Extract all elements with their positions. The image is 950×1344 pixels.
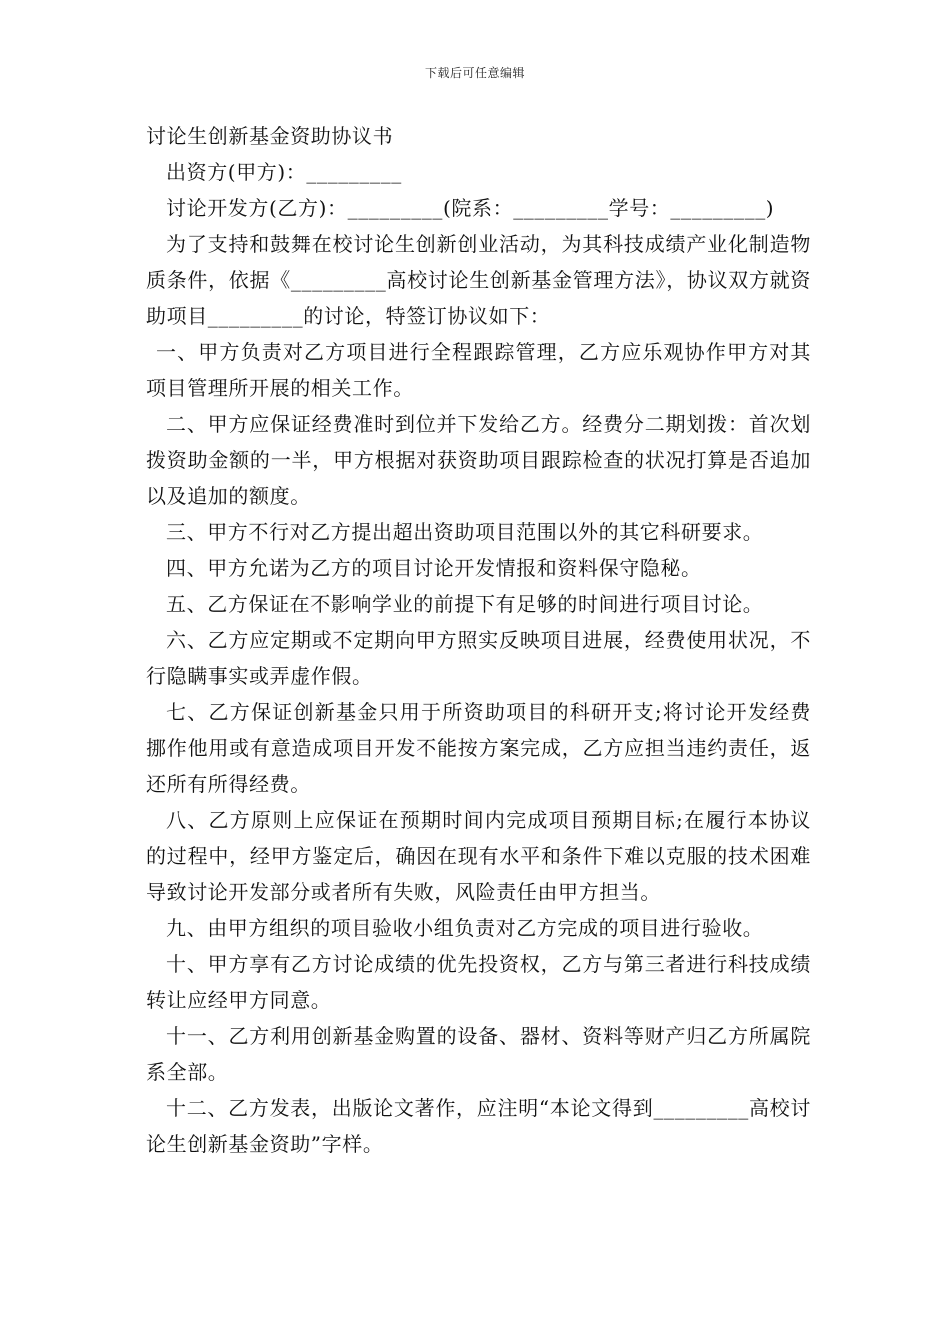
clause-6: 六、乙方应定期或不定期向甲方照实反映项目进展，经费使用状况，不行隐瞒事实或弄虚作假。 [146,628,811,688]
clause-3: 三、甲方不行对乙方提出超出资助项目范围以外的其它科研要求。 [166,520,764,544]
clause-1: 一、甲方负责对乙方项目进行全程跟踪管理，乙方应乐观协作甲方对其项目管理所开展的相关工作。 [146,340,811,400]
page-header: 下载后可任意编辑 [424,66,525,80]
clause-7: 七、乙方保证创新基金只用于所资助项目的科研开支;将讨论开发经费挪作他用或有意造成项目开发不能按方案完成，乙方应担当违约责任，返还所有所得经费。 [146,700,811,796]
clause-9: 九、由甲方组织的项目验收小组负责对乙方完成的项目进行验收。 [166,916,764,940]
party-a-line: 出资方(甲方)：_________ [166,160,402,184]
document-body [146,118,811,1162]
clause-8: 八、乙方原则上应保证在预期时间内完成项目预期目标;在履行本协议的过程中，经甲方鉴定后，确因在现有水平和条件下难以克服的技术困难导致讨论开发部分或者所有失败，风险责任由甲方担当。 [146,808,811,904]
document-title: 讨论生创新基金资助协议书 [146,124,394,148]
clause-5: 五、乙方保证在不影响学业的前提下有足够的时间进行项目讨论。 [166,592,764,616]
clause-2: 二、甲方应保证经费准时到位并下发给乙方。经费分二期划拨：首次划拨资助金额的一半，甲方根据对获资助项目跟踪检查的状况打算是否追加以及追加的额度。 [146,412,811,508]
clause-12: 十二、乙方发表，出版论文著作，应注明“本论文得到_________高校讨论生创新基金资助”字样。 [146,1096,811,1156]
preamble-paragraph: 为了支持和鼓舞在校讨论生创新创业活动，为其科技成绩产业化制造物质条件，依据《_________高校讨论生创新基金管理方法》，协议双方就资助项目_________的讨论，特签订协议如下： [146,232,811,328]
clause-10: 十、甲方享有乙方讨论成绩的优先投资权，乙方与第三者进行科技成绩转让应经甲方同意。 [146,952,811,1012]
clause-4: 四、甲方允诺为乙方的项目讨论开发情报和资料保守隐秘。 [166,556,702,580]
party-b-line: 讨论开发方(乙方)：_________(院系：_________学号：_________) [166,196,775,220]
clause-11: 十一、乙方利用创新基金购置的设备、器材、资料等财产归乙方所属院系全部。 [146,1024,811,1084]
